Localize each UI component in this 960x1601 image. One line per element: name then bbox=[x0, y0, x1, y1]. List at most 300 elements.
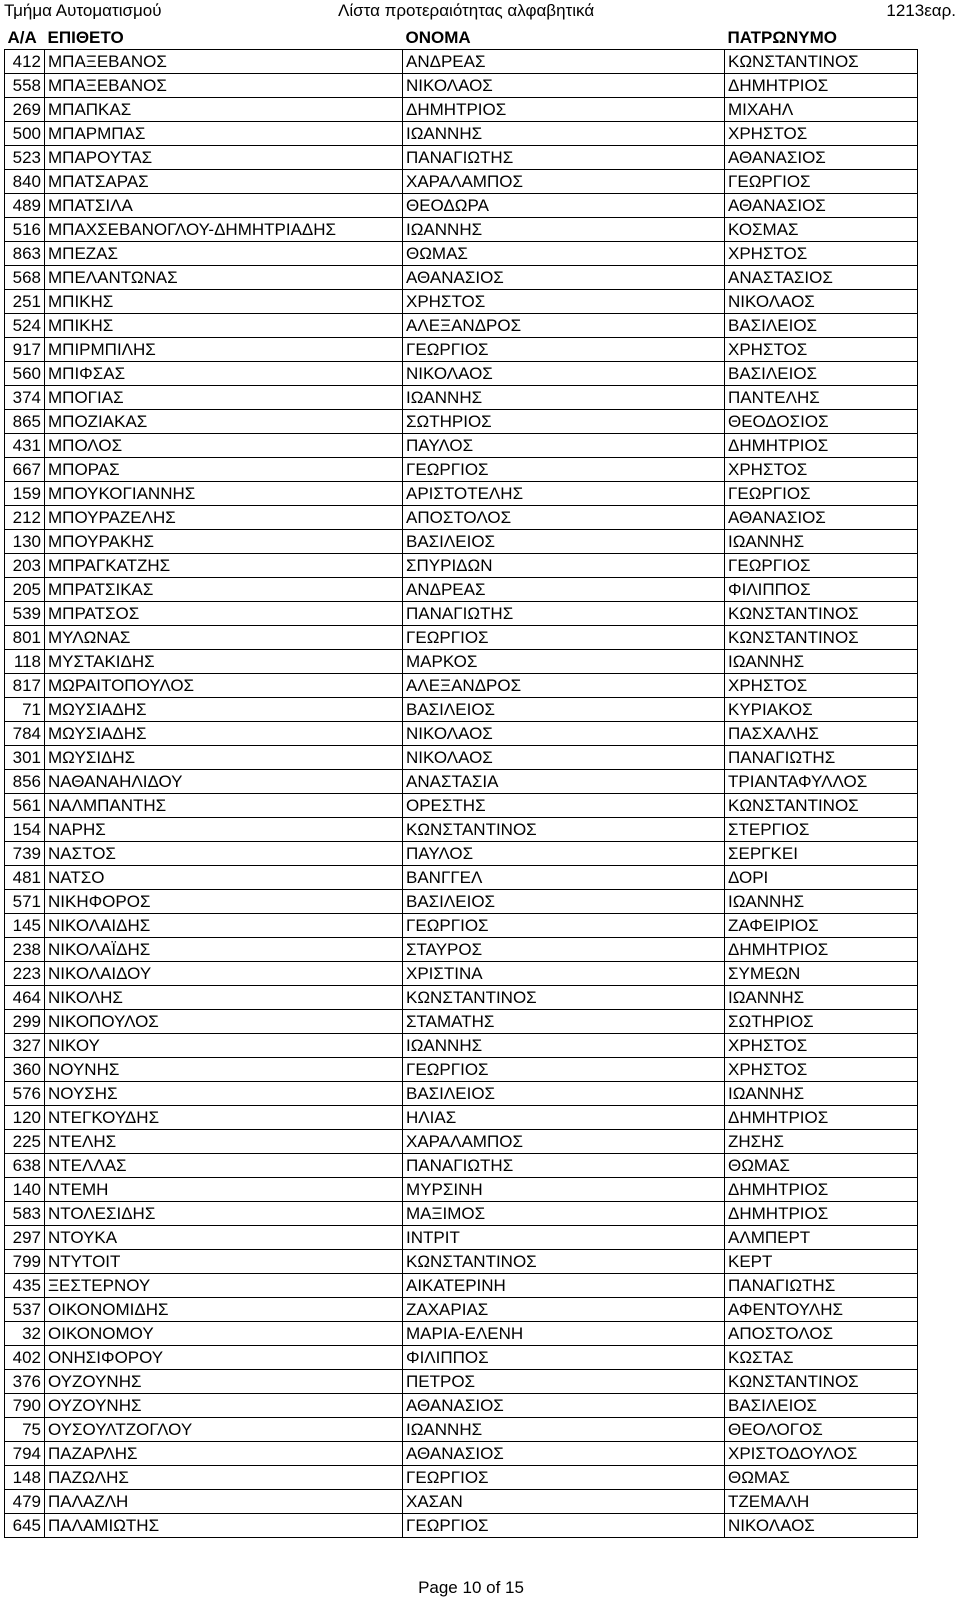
cell-surname: ΝΑΣΤΟΣ bbox=[45, 842, 403, 866]
cell-number: 481 bbox=[5, 866, 45, 890]
cell-first-name: ΓΕΩΡΓΙΟΣ bbox=[403, 1466, 725, 1490]
cell-number: 790 bbox=[5, 1394, 45, 1418]
cell-number: 297 bbox=[5, 1226, 45, 1250]
table-row bbox=[5, 1346, 918, 1370]
cell-surname: ΝΤΕΓΚΟΥΔΗΣ bbox=[45, 1106, 403, 1130]
cell-number: 561 bbox=[5, 794, 45, 818]
cell-number: 571 bbox=[5, 890, 45, 914]
cell-first-name: ΓΕΩΡΓΙΟΣ bbox=[403, 338, 725, 362]
list-title: Λίστα προτεραιότητας αλφαβητικά bbox=[338, 1, 595, 20]
cell-number: 130 bbox=[5, 530, 45, 554]
cell-first-name: ΙΩΑΝΝΗΣ bbox=[403, 122, 725, 146]
cell-father-name: ΙΩΑΝΝΗΣ bbox=[725, 986, 918, 1010]
cell-father-name: ΑΘΑΝΑΣΙΟΣ bbox=[725, 146, 918, 170]
table-row bbox=[5, 1442, 918, 1466]
cell-father-name: ΚΥΡΙΑΚΟΣ bbox=[725, 698, 918, 722]
table-row bbox=[5, 290, 918, 314]
cell-first-name: ΒΑΣΙΛΕΙΟΣ bbox=[403, 530, 725, 554]
cell-father-name: ΓΕΩΡΓΙΟΣ bbox=[725, 170, 918, 194]
cell-number: 784 bbox=[5, 722, 45, 746]
cell-surname: ΜΩΥΣΙΑΔΗΣ bbox=[45, 722, 403, 746]
cell-surname: ΝΙΚΟΠΟΥΛΟΣ bbox=[45, 1010, 403, 1034]
cell-surname: ΝΙΚΟΛΑΙΔΗΣ bbox=[45, 914, 403, 938]
cell-surname: ΠΑΛΑΜΙΩΤΗΣ bbox=[45, 1514, 403, 1538]
cell-number: 32 bbox=[5, 1322, 45, 1346]
cell-surname: ΟΙΚΟΝΟΜΟΥ bbox=[45, 1322, 403, 1346]
column-header-first-name: ΟΝΟΜΑ bbox=[403, 26, 725, 50]
cell-surname: ΜΠΟΓΙΑΣ bbox=[45, 386, 403, 410]
table-row bbox=[5, 314, 918, 338]
table-row bbox=[5, 458, 918, 482]
table-row bbox=[5, 1514, 918, 1538]
table-row bbox=[5, 1106, 918, 1130]
cell-first-name: ΧΑΡΑΛΑΜΠΟΣ bbox=[403, 170, 725, 194]
cell-surname: ΜΠΑΤΣΑΡΑΣ bbox=[45, 170, 403, 194]
cell-first-name: ΠΑΥΛΟΣ bbox=[403, 842, 725, 866]
cell-surname: ΜΩΡΑΙΤΟΠΟΥΛΟΣ bbox=[45, 674, 403, 698]
cell-father-name: ΚΩΝΣΤΑΝΤΙΝΟΣ bbox=[725, 602, 918, 626]
table-row bbox=[5, 362, 918, 386]
cell-surname: ΠΑΛΑΖΛΗ bbox=[45, 1490, 403, 1514]
cell-number: 154 bbox=[5, 818, 45, 842]
table-row bbox=[5, 1490, 918, 1514]
cell-father-name: ΣΕΡΓΚΕΙ bbox=[725, 842, 918, 866]
cell-first-name: ΙΩΑΝΝΗΣ bbox=[403, 1418, 725, 1442]
cell-number: 558 bbox=[5, 74, 45, 98]
cell-number: 799 bbox=[5, 1250, 45, 1274]
cell-father-name: ΚΩΣΤΑΣ bbox=[725, 1346, 918, 1370]
cell-first-name: ΑΘΑΝΑΣΙΟΣ bbox=[403, 1442, 725, 1466]
cell-number: 299 bbox=[5, 1010, 45, 1034]
cell-surname: ΟΙΚΟΝΟΜΙΔΗΣ bbox=[45, 1298, 403, 1322]
table-row bbox=[5, 698, 918, 722]
table-row bbox=[5, 746, 918, 770]
cell-surname: ΝΙΚΟΛΗΣ bbox=[45, 986, 403, 1010]
cell-father-name: ΖΗΣΗΣ bbox=[725, 1130, 918, 1154]
cell-father-name: ΑΛΜΠΕΡΤ bbox=[725, 1226, 918, 1250]
table-row bbox=[5, 1418, 918, 1442]
page-number: Page 10 of 15 bbox=[418, 1578, 524, 1597]
cell-surname: ΜΥΣΤΑΚΙΔΗΣ bbox=[45, 650, 403, 674]
cell-father-name: ΚΩΝΣΤΑΝΤΙΝΟΣ bbox=[725, 794, 918, 818]
cell-surname: ΜΠΑΡΟΥΤΑΣ bbox=[45, 146, 403, 170]
cell-first-name: ΧΑΣΑΝ bbox=[403, 1490, 725, 1514]
cell-surname: ΝΤΕΛΛΑΣ bbox=[45, 1154, 403, 1178]
table-row bbox=[5, 722, 918, 746]
cell-first-name: ΑΛΕΞΑΝΔΡΟΣ bbox=[403, 674, 725, 698]
cell-surname: ΜΠΟΡΑΣ bbox=[45, 458, 403, 482]
cell-first-name: ΠΑΝΑΓΙΩΤΗΣ bbox=[403, 1154, 725, 1178]
table-row bbox=[5, 50, 918, 74]
cell-surname: ΝΤΕΜΗ bbox=[45, 1178, 403, 1202]
cell-father-name: ΦΙΛΙΠΠΟΣ bbox=[725, 578, 918, 602]
table-row bbox=[5, 1274, 918, 1298]
table-row bbox=[5, 1202, 918, 1226]
cell-number: 225 bbox=[5, 1130, 45, 1154]
cell-father-name: ΧΡΗΣΤΟΣ bbox=[725, 1058, 918, 1082]
cell-father-name: ΔΗΜΗΤΡΙΟΣ bbox=[725, 1178, 918, 1202]
table-row bbox=[5, 194, 918, 218]
cell-surname: ΝΙΚΟΛΑΙΔΟΥ bbox=[45, 962, 403, 986]
cell-father-name: ΙΩΑΝΝΗΣ bbox=[725, 1082, 918, 1106]
cell-father-name: ΔΗΜΗΤΡΙΟΣ bbox=[725, 74, 918, 98]
cell-number: 917 bbox=[5, 338, 45, 362]
cell-surname: ΜΠΡΑΤΣΙΚΑΣ bbox=[45, 578, 403, 602]
table-row bbox=[5, 338, 918, 362]
cell-father-name: ΠΑΣΧΑΛΗΣ bbox=[725, 722, 918, 746]
table-row bbox=[5, 986, 918, 1010]
cell-first-name: ΠΕΤΡΟΣ bbox=[403, 1370, 725, 1394]
cell-number: 238 bbox=[5, 938, 45, 962]
cell-first-name: ΙΝΤΡΙΤ bbox=[403, 1226, 725, 1250]
cell-surname: ΜΩΥΣΙΔΗΣ bbox=[45, 746, 403, 770]
cell-surname: ΜΠΟΥΡΑΖΕΛΗΣ bbox=[45, 506, 403, 530]
cell-surname: ΝΟΥΝΗΣ bbox=[45, 1058, 403, 1082]
cell-surname: ΜΠΙΡΜΠΙΛΗΣ bbox=[45, 338, 403, 362]
cell-number: 865 bbox=[5, 410, 45, 434]
cell-number: 360 bbox=[5, 1058, 45, 1082]
table-row bbox=[5, 410, 918, 434]
cell-surname: ΟΥΖΟΥΝΗΣ bbox=[45, 1370, 403, 1394]
cell-number: 251 bbox=[5, 290, 45, 314]
cell-father-name: ΚΩΝΣΤΑΝΤΙΝΟΣ bbox=[725, 626, 918, 650]
cell-father-name: ΠΑΝΤΕΛΗΣ bbox=[725, 386, 918, 410]
page-footer bbox=[0, 1578, 960, 1598]
cell-number: 412 bbox=[5, 50, 45, 74]
cell-surname: ΜΠΟΥΚΟΓΙΑΝΝΗΣ bbox=[45, 482, 403, 506]
table-row bbox=[5, 1250, 918, 1274]
cell-surname: ΜΠΑΞΕΒΑΝΟΣ bbox=[45, 74, 403, 98]
cell-first-name: ΓΕΩΡΓΙΟΣ bbox=[403, 1058, 725, 1082]
cell-first-name: ΚΩΝΣΤΑΝΤΙΝΟΣ bbox=[403, 818, 725, 842]
table-row bbox=[5, 218, 918, 242]
cell-number: 269 bbox=[5, 98, 45, 122]
table-row bbox=[5, 98, 918, 122]
cell-father-name: ΘΩΜΑΣ bbox=[725, 1466, 918, 1490]
cell-number: 148 bbox=[5, 1466, 45, 1490]
cell-father-name: ΣΥΜΕΩΝ bbox=[725, 962, 918, 986]
cell-number: 516 bbox=[5, 218, 45, 242]
cell-first-name: ΑΛΕΞΑΝΔΡΟΣ bbox=[403, 314, 725, 338]
cell-first-name: ΑΝΔΡΕΑΣ bbox=[403, 578, 725, 602]
table-row bbox=[5, 818, 918, 842]
table-row bbox=[5, 962, 918, 986]
cell-father-name: ΚΩΝΣΤΑΝΤΙΝΟΣ bbox=[725, 50, 918, 74]
cell-surname: ΠΑΖΑΡΛΗΣ bbox=[45, 1442, 403, 1466]
table-row bbox=[5, 434, 918, 458]
table-row bbox=[5, 842, 918, 866]
table-row bbox=[5, 122, 918, 146]
cell-surname: ΝΤΟΛΕΣΙΔΗΣ bbox=[45, 1202, 403, 1226]
cell-number: 539 bbox=[5, 602, 45, 626]
table-row bbox=[5, 794, 918, 818]
cell-surname: ΝΑΤΣΟ bbox=[45, 866, 403, 890]
cell-first-name: ΣΩΤΗΡΙΟΣ bbox=[403, 410, 725, 434]
cell-father-name: ΠΑΝΑΓΙΩΤΗΣ bbox=[725, 1274, 918, 1298]
table-row bbox=[5, 1370, 918, 1394]
cell-number: 71 bbox=[5, 698, 45, 722]
cell-number: 537 bbox=[5, 1298, 45, 1322]
cell-father-name: ΧΡΗΣΤΟΣ bbox=[725, 242, 918, 266]
cell-father-name: ΓΕΩΡΓΙΟΣ bbox=[725, 554, 918, 578]
cell-first-name: ΓΕΩΡΓΙΟΣ bbox=[403, 1514, 725, 1538]
cell-father-name: ΘΕΟΔΟΣΙΟΣ bbox=[725, 410, 918, 434]
cell-surname: ΝΤΕΛΗΣ bbox=[45, 1130, 403, 1154]
column-header-number: Α/Α bbox=[5, 26, 45, 50]
cell-number: 402 bbox=[5, 1346, 45, 1370]
cell-father-name: ΜΙΧΑΗΛ bbox=[725, 98, 918, 122]
cell-number: 145 bbox=[5, 914, 45, 938]
cell-first-name: ΑΠΟΣΤΟΛΟΣ bbox=[403, 506, 725, 530]
cell-surname: ΝΟΥΣΗΣ bbox=[45, 1082, 403, 1106]
cell-first-name: ΑΝΑΣΤΑΣΙΑ bbox=[403, 770, 725, 794]
cell-number: 794 bbox=[5, 1442, 45, 1466]
cell-surname: ΝΙΚΗΦΟΡΟΣ bbox=[45, 890, 403, 914]
cell-surname: ΟΝΗΣΙΦΟΡΟΥ bbox=[45, 1346, 403, 1370]
cell-number: 205 bbox=[5, 578, 45, 602]
cell-father-name: ΧΡΗΣΤΟΣ bbox=[725, 1034, 918, 1058]
cell-first-name: ΑΘΑΝΑΣΙΟΣ bbox=[403, 1394, 725, 1418]
cell-father-name: ΘΩΜΑΣ bbox=[725, 1154, 918, 1178]
table-row bbox=[5, 386, 918, 410]
cell-first-name: ΒΑΣΙΛΕΙΟΣ bbox=[403, 1082, 725, 1106]
cell-surname: ΜΠΡΑΓΚΑΤΖΗΣ bbox=[45, 554, 403, 578]
cell-number: 524 bbox=[5, 314, 45, 338]
cell-number: 435 bbox=[5, 1274, 45, 1298]
table-row bbox=[5, 1466, 918, 1490]
table-row bbox=[5, 482, 918, 506]
cell-father-name: ΣΩΤΗΡΙΟΣ bbox=[725, 1010, 918, 1034]
table-body bbox=[5, 50, 918, 1538]
cell-first-name: ΑΘΑΝΑΣΙΟΣ bbox=[403, 266, 725, 290]
table-row bbox=[5, 266, 918, 290]
cell-father-name: ΖΑΦΕΙΡΙΟΣ bbox=[725, 914, 918, 938]
cell-first-name: ΟΡΕΣΤΗΣ bbox=[403, 794, 725, 818]
cell-surname: ΜΠΑΞΕΒΑΝΟΣ bbox=[45, 50, 403, 74]
cell-father-name: ΤΖΕΜΑΛΗ bbox=[725, 1490, 918, 1514]
cell-father-name: ΔΟΡΙ bbox=[725, 866, 918, 890]
page-header bbox=[0, 0, 960, 24]
cell-number: 479 bbox=[5, 1490, 45, 1514]
cell-surname: ΜΠΕΖΑΣ bbox=[45, 242, 403, 266]
cell-surname: ΜΠΑΡΜΠΑΣ bbox=[45, 122, 403, 146]
cell-father-name: ΘΕΟΛΟΓΟΣ bbox=[725, 1418, 918, 1442]
cell-number: 576 bbox=[5, 1082, 45, 1106]
table-row bbox=[5, 1298, 918, 1322]
cell-first-name: ΙΩΑΝΝΗΣ bbox=[403, 1034, 725, 1058]
cell-surname: ΜΠΑΧΣΕΒΑΝΟΓΛΟΥ-ΔΗΜΗΤΡΙΑΔΗΣ bbox=[45, 218, 403, 242]
cell-first-name: ΒΑΝΓΓΕΛ bbox=[403, 866, 725, 890]
cell-number: 223 bbox=[5, 962, 45, 986]
cell-father-name: ΝΙΚΟΛΑΟΣ bbox=[725, 1514, 918, 1538]
cell-surname: ΟΥΣΟΥΛΤΖΟΓΛΟΥ bbox=[45, 1418, 403, 1442]
table-row bbox=[5, 1058, 918, 1082]
cell-first-name: ΓΕΩΡΓΙΟΣ bbox=[403, 914, 725, 938]
cell-surname: ΜΠΑΤΣΙΛΑ bbox=[45, 194, 403, 218]
cell-surname: ΜΠΟΛΟΣ bbox=[45, 434, 403, 458]
cell-number: 863 bbox=[5, 242, 45, 266]
cell-first-name: ΙΩΑΝΝΗΣ bbox=[403, 386, 725, 410]
cell-father-name: ΔΗΜΗΤΡΙΟΣ bbox=[725, 1106, 918, 1130]
cell-father-name: ΔΗΜΗΤΡΙΟΣ bbox=[725, 938, 918, 962]
table-row bbox=[5, 554, 918, 578]
table-row bbox=[5, 674, 918, 698]
cell-father-name: ΑΝΑΣΤΑΣΙΟΣ bbox=[725, 266, 918, 290]
cell-first-name: ΓΕΩΡΓΙΟΣ bbox=[403, 626, 725, 650]
cell-number: 801 bbox=[5, 626, 45, 650]
cell-number: 489 bbox=[5, 194, 45, 218]
cell-surname: ΜΠΕΛΑΝΤΩΝΑΣ bbox=[45, 266, 403, 290]
cell-surname: ΟΥΖΟΥΝΗΣ bbox=[45, 1394, 403, 1418]
cell-number: 159 bbox=[5, 482, 45, 506]
cell-first-name: ΚΩΝΣΤΑΝΤΙΝΟΣ bbox=[403, 1250, 725, 1274]
table-row bbox=[5, 770, 918, 794]
table-row bbox=[5, 890, 918, 914]
table-row bbox=[5, 1010, 918, 1034]
table-row bbox=[5, 1034, 918, 1058]
cell-number: 638 bbox=[5, 1154, 45, 1178]
cell-father-name: ΤΡΙΑΝΤΑΦΥΛΛΟΣ bbox=[725, 770, 918, 794]
cell-first-name: ΣΠΥΡΙΔΩΝ bbox=[403, 554, 725, 578]
cell-father-name: ΔΗΜΗΤΡΙΟΣ bbox=[725, 1202, 918, 1226]
table-row bbox=[5, 938, 918, 962]
cell-first-name: ΣΤΑΥΡΟΣ bbox=[403, 938, 725, 962]
cell-first-name: ΖΑΧΑΡΙΑΣ bbox=[403, 1298, 725, 1322]
cell-father-name: ΣΤΕΡΓΙΟΣ bbox=[725, 818, 918, 842]
table-row bbox=[5, 602, 918, 626]
cell-father-name: ΑΦΕΝΤΟΥΛΗΣ bbox=[725, 1298, 918, 1322]
cell-father-name: ΚΟΣΜΑΣ bbox=[725, 218, 918, 242]
cell-father-name: ΒΑΣΙΛΕΙΟΣ bbox=[725, 1394, 918, 1418]
cell-first-name: ΑΡΙΣΤΟΤΕΛΗΣ bbox=[403, 482, 725, 506]
cell-number: 667 bbox=[5, 458, 45, 482]
cell-number: 560 bbox=[5, 362, 45, 386]
cell-surname: ΝΙΚΟΛΑΪΔΗΣ bbox=[45, 938, 403, 962]
cell-surname: ΝΑΘΑΝΑΗΛΙΔΟΥ bbox=[45, 770, 403, 794]
table-row bbox=[5, 1082, 918, 1106]
cell-surname: ΜΠΟΖΙΑΚΑΣ bbox=[45, 410, 403, 434]
cell-father-name: ΚΩΝΣΤΑΝΤΙΝΟΣ bbox=[725, 1370, 918, 1394]
cell-first-name: ΝΙΚΟΛΑΟΣ bbox=[403, 74, 725, 98]
cell-first-name: ΝΙΚΟΛΑΟΣ bbox=[403, 362, 725, 386]
column-header-father-name: ΠΑΤΡΩΝΥΜΟ bbox=[725, 26, 918, 50]
table-row bbox=[5, 74, 918, 98]
cell-number: 374 bbox=[5, 386, 45, 410]
cell-first-name: ΘΕΟΔΩΡΑ bbox=[403, 194, 725, 218]
cell-number: 118 bbox=[5, 650, 45, 674]
table-row bbox=[5, 170, 918, 194]
cell-surname: ΝΑΡΗΣ bbox=[45, 818, 403, 842]
cell-first-name: ΒΑΣΙΛΕΙΟΣ bbox=[403, 890, 725, 914]
cell-surname: ΜΠΙΚΗΣ bbox=[45, 290, 403, 314]
cell-number: 840 bbox=[5, 170, 45, 194]
cell-first-name: ΙΩΑΝΝΗΣ bbox=[403, 218, 725, 242]
cell-father-name: ΒΑΣΙΛΕΙΟΣ bbox=[725, 314, 918, 338]
cell-father-name: ΙΩΑΝΝΗΣ bbox=[725, 890, 918, 914]
department-name: Τμήμα Αυτοματισμού bbox=[4, 1, 162, 20]
cell-surname: ΜΠΟΥΡΑΚΗΣ bbox=[45, 530, 403, 554]
cell-first-name: ΝΙΚΟΛΑΟΣ bbox=[403, 746, 725, 770]
cell-father-name: ΙΩΑΝΝΗΣ bbox=[725, 530, 918, 554]
cell-number: 583 bbox=[5, 1202, 45, 1226]
cell-first-name: ΧΡΙΣΤΙΝΑ bbox=[403, 962, 725, 986]
cell-father-name: ΧΡΗΣΤΟΣ bbox=[725, 122, 918, 146]
cell-surname: ΝΙΚΟΥ bbox=[45, 1034, 403, 1058]
table-row bbox=[5, 1322, 918, 1346]
cell-father-name: ΧΡΗΣΤΟΣ bbox=[725, 338, 918, 362]
cell-first-name: ΣΤΑΜΑΤΗΣ bbox=[403, 1010, 725, 1034]
cell-surname: ΠΑΖΩΛΗΣ bbox=[45, 1466, 403, 1490]
table-row bbox=[5, 626, 918, 650]
cell-first-name: ΘΩΜΑΣ bbox=[403, 242, 725, 266]
cell-first-name: ΓΕΩΡΓΙΟΣ bbox=[403, 458, 725, 482]
cell-father-name: ΑΘΑΝΑΣΙΟΣ bbox=[725, 194, 918, 218]
cell-father-name: ΑΘΑΝΑΣΙΟΣ bbox=[725, 506, 918, 530]
cell-number: 464 bbox=[5, 986, 45, 1010]
cell-number: 856 bbox=[5, 770, 45, 794]
table-header-row bbox=[5, 26, 918, 50]
cell-surname: ΞΕΣΤΕΡΝΟΥ bbox=[45, 1274, 403, 1298]
cell-number: 500 bbox=[5, 122, 45, 146]
cell-father-name: ΧΡΗΣΤΟΣ bbox=[725, 674, 918, 698]
cell-number: 301 bbox=[5, 746, 45, 770]
cell-first-name: ΜΑΞΙΜΟΣ bbox=[403, 1202, 725, 1226]
cell-first-name: ΝΙΚΟΛΑΟΣ bbox=[403, 722, 725, 746]
table-row bbox=[5, 650, 918, 674]
cell-father-name: ΠΑΝΑΓΙΩΤΗΣ bbox=[725, 746, 918, 770]
cell-surname: ΝΤΟΥΚΑ bbox=[45, 1226, 403, 1250]
cell-father-name: ΔΗΜΗΤΡΙΟΣ bbox=[725, 434, 918, 458]
cell-number: 203 bbox=[5, 554, 45, 578]
table-row bbox=[5, 146, 918, 170]
cell-surname: ΜΠΙΦΣΑΣ bbox=[45, 362, 403, 386]
cell-surname: ΜΠΡΑΤΣΟΣ bbox=[45, 602, 403, 626]
table-row bbox=[5, 1154, 918, 1178]
cell-number: 568 bbox=[5, 266, 45, 290]
cell-surname: ΜΥΛΩΝΑΣ bbox=[45, 626, 403, 650]
cell-number: 327 bbox=[5, 1034, 45, 1058]
cell-father-name: ΒΑΣΙΛΕΙΟΣ bbox=[725, 362, 918, 386]
cell-father-name: ΧΡΙΣΤΟΔΟΥΛΟΣ bbox=[725, 1442, 918, 1466]
cell-number: 212 bbox=[5, 506, 45, 530]
cell-father-name: ΧΡΗΣΤΟΣ bbox=[725, 458, 918, 482]
cell-number: 739 bbox=[5, 842, 45, 866]
cell-first-name: ΧΡΗΣΤΟΣ bbox=[403, 290, 725, 314]
table-row bbox=[5, 1394, 918, 1418]
cell-first-name: ΦΙΛΙΠΠΟΣ bbox=[403, 1346, 725, 1370]
cell-father-name: ΝΙΚΟΛΑΟΣ bbox=[725, 290, 918, 314]
cell-number: 120 bbox=[5, 1106, 45, 1130]
cell-father-name: ΑΠΟΣΤΟΛΟΣ bbox=[725, 1322, 918, 1346]
cell-first-name: ΠΑΥΛΟΣ bbox=[403, 434, 725, 458]
cell-first-name: ΔΗΜΗΤΡΙΟΣ bbox=[403, 98, 725, 122]
cell-first-name: ΠΑΝΑΓΙΩΤΗΣ bbox=[403, 602, 725, 626]
cell-first-name: ΑΙΚΑΤΕΡΙΝΗ bbox=[403, 1274, 725, 1298]
cell-surname: ΜΠΙΚΗΣ bbox=[45, 314, 403, 338]
table-row bbox=[5, 866, 918, 890]
table-row bbox=[5, 530, 918, 554]
cell-number: 75 bbox=[5, 1418, 45, 1442]
cell-first-name: ΧΑΡΑΛΑΜΠΟΣ bbox=[403, 1130, 725, 1154]
table-row bbox=[5, 914, 918, 938]
column-header-surname: ΕΠΙΘΕΤΟ bbox=[45, 26, 403, 50]
table-row bbox=[5, 1226, 918, 1250]
cell-number: 645 bbox=[5, 1514, 45, 1538]
cell-number: 140 bbox=[5, 1178, 45, 1202]
cell-first-name: ΠΑΝΑΓΙΩΤΗΣ bbox=[403, 146, 725, 170]
table-row bbox=[5, 506, 918, 530]
cell-first-name: ΜΑΡΙΑ-ΕΛΕΝΗ bbox=[403, 1322, 725, 1346]
